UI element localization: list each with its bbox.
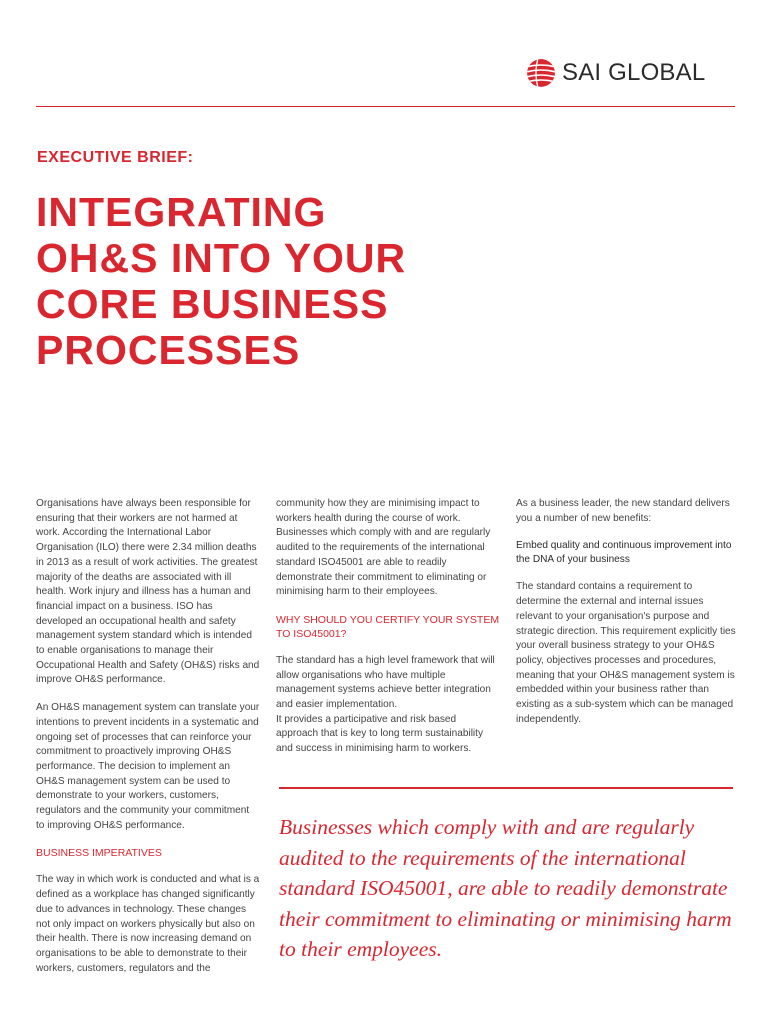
business-imperatives-paragraph: The way in which work is conducted and what is a defined as a workplace has changed significantly due to advances in technology. These changes not only impact on workers physically but also on their health. There is now increasing demand on organisations to be able to demonstrate to their workers, customers, regulators and the	[36, 874, 260, 974]
striped-globe-icon	[526, 58, 556, 88]
framework-paragraph: The standard has a high level framework that will allow organisations who have multiple management systems achieve better integration and easier implementation.	[276, 654, 495, 711]
benefits-intro-paragraph: As a business leader, the new standard delivers you a number of new benefits:	[516, 498, 730, 524]
risk-approach-paragraph: It provides a participative and risk based approach that is key to long term sustainability and success in minimising harm to workers.	[276, 713, 484, 755]
embed-quality-subheading: Embed quality and continuous improvement into the DNA of your business	[516, 540, 732, 566]
title-line-4: PROCESSES	[36, 327, 301, 373]
title-line-2: OH&S INTO YOUR	[36, 235, 407, 281]
intro-paragraph: Organisations have always been responsible for ensuring that their workers are not harmed at work. According the International Labor Organisation (ILO) there were 2.34 million deaths in 2013 as a result of work activities. The greatest majority of the deaths are associated with ill health. Work injury and illness has a human and financial impact on a business. ISO has developed an occupational health and safety management system standard which is intended to enable organisations to manage their Occupational Health and Safety (OH&S) risks and improve OH&S performance.	[36, 498, 260, 686]
pullquote-divider	[279, 787, 733, 789]
body-column-2	[276, 497, 500, 770]
business-imperatives-heading: BUSINESS IMPERATIVES	[36, 847, 162, 860]
sai-global-logo	[526, 57, 732, 89]
brand-name: SAI GLOBAL	[562, 59, 706, 86]
pullquote: Businesses which comply with and are regularly audited to the requirements of the international standard ISO45001, are able to readily demonstrate their commitment to eliminating or minimising harm to their employees.	[279, 815, 732, 961]
continuation-paragraph: community how they are minimising impact to workers health during the course of work. Businesses which comply with and are regularly audited to the requirements of the international standard ISO45001 are able to readily demonstrate their commitment to eliminating or minimising harm to their employees.	[276, 498, 491, 598]
body-column-3	[516, 497, 736, 740]
document-type-label: EXECUTIVE BRIEF:	[37, 149, 194, 166]
why-certify-heading: WHY SHOULD YOU CERTIFY YOUR SYSTEM TO ISO45001?	[276, 613, 500, 640]
body-column-1	[36, 497, 260, 989]
management-system-paragraph: An OH&S management system can translate your intentions to prevent incidents in a systematic and ongoing set of processes that can reinforce your commitment to proactively improving OH&S performance. The decision to implement an OH&S management system can be used to demonstrate to your workers, customers, regulators and the community your commitment to improving OH&S performance.	[36, 702, 260, 831]
page-title	[36, 189, 536, 373]
standard-requirement-paragraph: The standard contains a requirement to determine the external and internal issues relevant to your organisation's purpose and strategic direction. This requirement explicitly ties your overall business strategy to your OH&S policy, objectives processes and procedures, meaning that your OH&S management system is embedded within your business rather than existing as a sub-system which can be managed independently.	[516, 581, 736, 725]
title-line-1: INTEGRATING	[36, 189, 327, 235]
title-line-3: CORE BUSINESS	[36, 281, 389, 327]
header-divider	[36, 106, 735, 107]
